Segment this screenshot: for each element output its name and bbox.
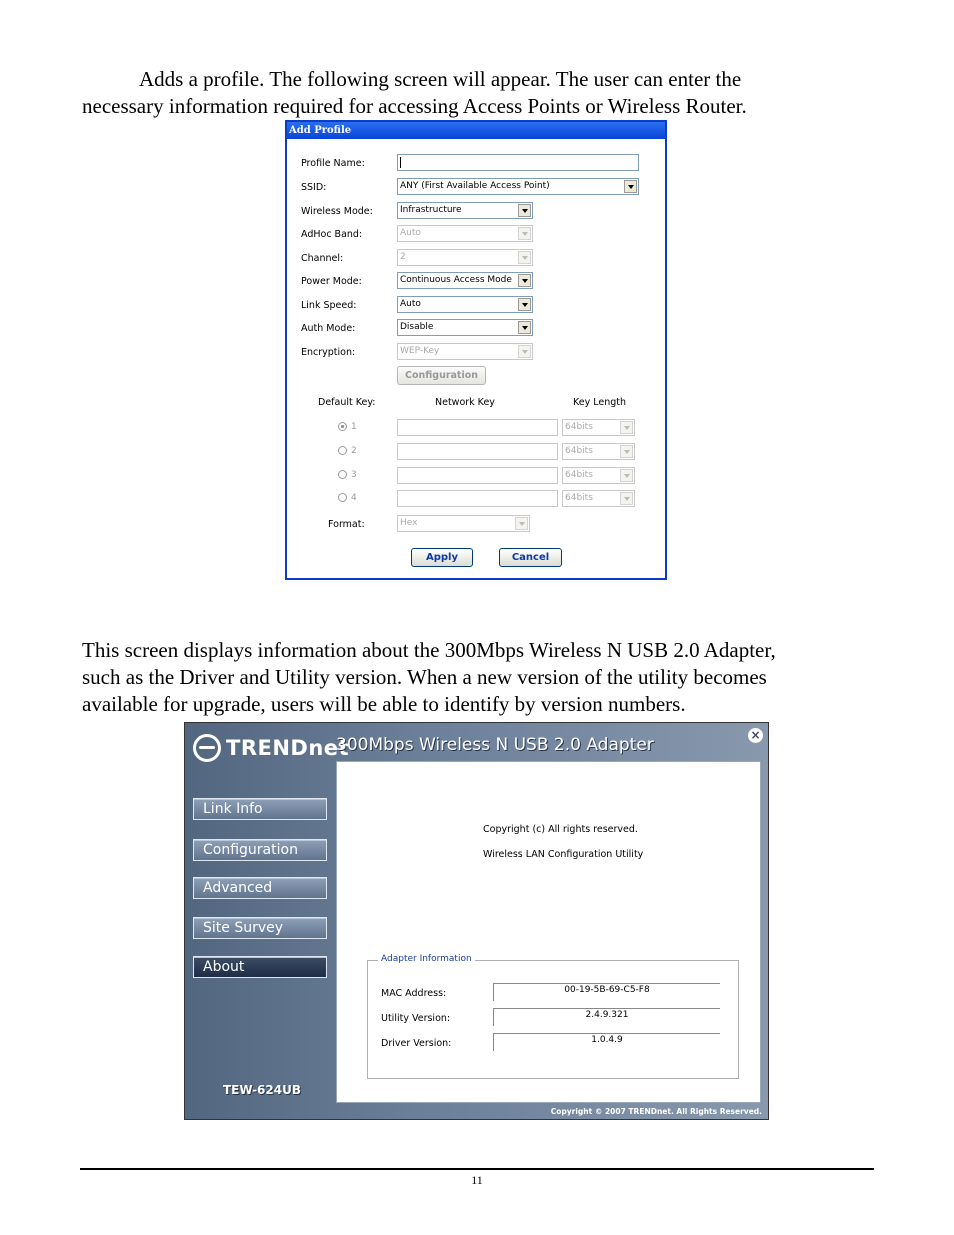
- text-caret: [400, 157, 401, 168]
- key-1-number: 1: [351, 422, 357, 432]
- chevron-down-icon[interactable]: [518, 298, 531, 311]
- link-speed-label: Link Speed:: [301, 300, 357, 311]
- key-4-radio[interactable]: [338, 493, 347, 502]
- adhoc-band-value: Auto: [400, 228, 421, 238]
- utility-footer-copyright: Copyright © 2007 TRENDnet. All Rights Reserved.: [550, 1107, 762, 1116]
- wireless-mode-label: Wireless Mode:: [301, 206, 373, 217]
- utility-window: [184, 722, 769, 1120]
- key-1-length-value: 64bits: [565, 422, 593, 432]
- encryption-value: WEP-Key: [400, 346, 440, 356]
- utility-name-text: Wireless LAN Configuration Utility: [483, 849, 644, 860]
- auth-mode-select[interactable]: [397, 319, 533, 336]
- utility-version-label: Utility Version:: [381, 1013, 451, 1024]
- chevron-down-icon[interactable]: [518, 321, 531, 334]
- intro-line-2: necessary information required for accessing Access Points or Wireless Router.: [82, 94, 747, 118]
- power-mode-label: Power Mode:: [301, 276, 362, 287]
- nav-about[interactable]: About: [193, 956, 327, 978]
- chevron-down-icon: [620, 421, 633, 434]
- wireless-mode-select[interactable]: [397, 202, 533, 219]
- cancel-button[interactable]: Cancel: [499, 548, 562, 567]
- about-panel: [336, 761, 761, 1103]
- power-mode-value: Continuous Access Mode: [400, 275, 512, 285]
- about-line-2: such as the Driver and Utility version. When a new version of the utility becomes: [82, 665, 767, 689]
- key-3-length-value: 64bits: [565, 470, 593, 480]
- chevron-down-icon: [620, 492, 633, 505]
- key-1-input[interactable]: [397, 419, 558, 436]
- format-value: Hex: [400, 518, 418, 528]
- key-4-input[interactable]: [397, 490, 558, 507]
- copyright-text: Copyright (c) All rights reserved.: [483, 824, 638, 835]
- chevron-down-icon: [518, 227, 531, 240]
- chevron-down-icon: [518, 251, 531, 264]
- key-2-number: 2: [351, 446, 357, 456]
- power-mode-select[interactable]: [397, 272, 533, 289]
- ssid-value: ANY (First Available Access Point): [400, 181, 550, 191]
- key-3-length-select[interactable]: [562, 467, 635, 484]
- close-icon[interactable]: ×: [748, 728, 763, 743]
- page-number: 11: [471, 1173, 483, 1187]
- chevron-down-icon: [620, 469, 633, 482]
- chevron-down-icon: [515, 517, 528, 530]
- chevron-down-icon: [518, 345, 531, 358]
- profile-name-input[interactable]: [397, 154, 639, 171]
- nav-configuration[interactable]: Configuration: [193, 839, 327, 861]
- driver-version-label: Driver Version:: [381, 1038, 452, 1049]
- trendnet-logo-text: TRENDnet: [226, 736, 350, 760]
- key-3-number: 3: [351, 470, 357, 480]
- nav-advanced[interactable]: Advanced: [193, 877, 327, 899]
- key-2-length-value: 64bits: [565, 446, 593, 456]
- adhoc-band-label: AdHoc Band:: [301, 229, 363, 240]
- key-length-header: Key Length: [573, 397, 627, 408]
- key-2-length-select[interactable]: [562, 443, 635, 460]
- channel-select: [397, 249, 533, 266]
- key-1-length-select[interactable]: [562, 419, 635, 436]
- nav-link-info[interactable]: Link Info: [193, 798, 327, 820]
- about-line-1: This screen displays information about the 300Mbps Wireless N USB 2.0 Adapter,: [82, 638, 776, 662]
- link-speed-value: Auto: [400, 299, 421, 309]
- adapter-information-group: [367, 954, 739, 1079]
- mac-address-label: MAC Address:: [381, 988, 447, 999]
- key-4-length-select[interactable]: [562, 490, 635, 507]
- mac-address-value: 00-19-5B-69-C5-F8: [493, 983, 720, 1001]
- about-line-3: available for upgrade, users will be able to identify by version numbers.: [82, 692, 686, 716]
- adhoc-band-select: [397, 225, 533, 242]
- encryption-label: Encryption:: [301, 347, 356, 358]
- key-3-radio[interactable]: [338, 470, 347, 479]
- profile-name-label: Profile Name:: [301, 158, 365, 169]
- key-4-number: 4: [351, 493, 357, 503]
- utility-header-title: 300Mbps Wireless N USB 2.0 Adapter: [336, 735, 654, 755]
- channel-value: 2: [400, 252, 406, 262]
- wireless-mode-value: Infrastructure: [400, 205, 462, 215]
- chevron-down-icon[interactable]: [624, 180, 637, 193]
- trendnet-logo: [193, 731, 349, 765]
- utility-version-value: 2.4.9.321: [493, 1008, 720, 1026]
- chevron-down-icon[interactable]: [518, 204, 531, 217]
- configuration-button[interactable]: Configuration: [397, 366, 486, 385]
- ssid-select[interactable]: [397, 178, 639, 195]
- auth-mode-value: Disable: [400, 322, 434, 332]
- dialog-title: Add Profile: [287, 122, 665, 139]
- key-2-input[interactable]: [397, 443, 558, 460]
- channel-label: Channel:: [301, 253, 344, 264]
- driver-version-value: 1.0.4.9: [493, 1033, 720, 1051]
- format-label: Format:: [328, 519, 365, 530]
- link-speed-select[interactable]: [397, 296, 533, 313]
- key-3-input[interactable]: [397, 467, 558, 484]
- format-select: [397, 515, 530, 532]
- ssid-label: SSID:: [301, 182, 327, 193]
- key-4-length-value: 64bits: [565, 493, 593, 503]
- model-name: TEW-624UB: [223, 1083, 301, 1097]
- trendnet-logo-icon: [193, 734, 221, 762]
- intro-paragraph: [82, 66, 872, 120]
- nav-site-survey[interactable]: Site Survey: [193, 917, 327, 939]
- apply-button[interactable]: Apply: [411, 548, 473, 567]
- encryption-select: [397, 343, 533, 360]
- chevron-down-icon[interactable]: [518, 274, 531, 287]
- default-key-label: Default Key:: [318, 397, 376, 408]
- add-profile-dialog: [285, 120, 667, 580]
- chevron-down-icon: [620, 445, 633, 458]
- network-key-header: Network Key: [435, 397, 495, 408]
- key-2-radio[interactable]: [338, 446, 347, 455]
- intro-line-1: Adds a profile. The following screen will appear. The user can enter the: [139, 67, 742, 91]
- auth-mode-label: Auth Mode:: [301, 323, 356, 334]
- key-1-radio[interactable]: [338, 422, 347, 431]
- footer-rule: [80, 1168, 874, 1170]
- about-paragraph: [82, 637, 872, 718]
- adapter-information-title: Adapter Information: [378, 954, 475, 964]
